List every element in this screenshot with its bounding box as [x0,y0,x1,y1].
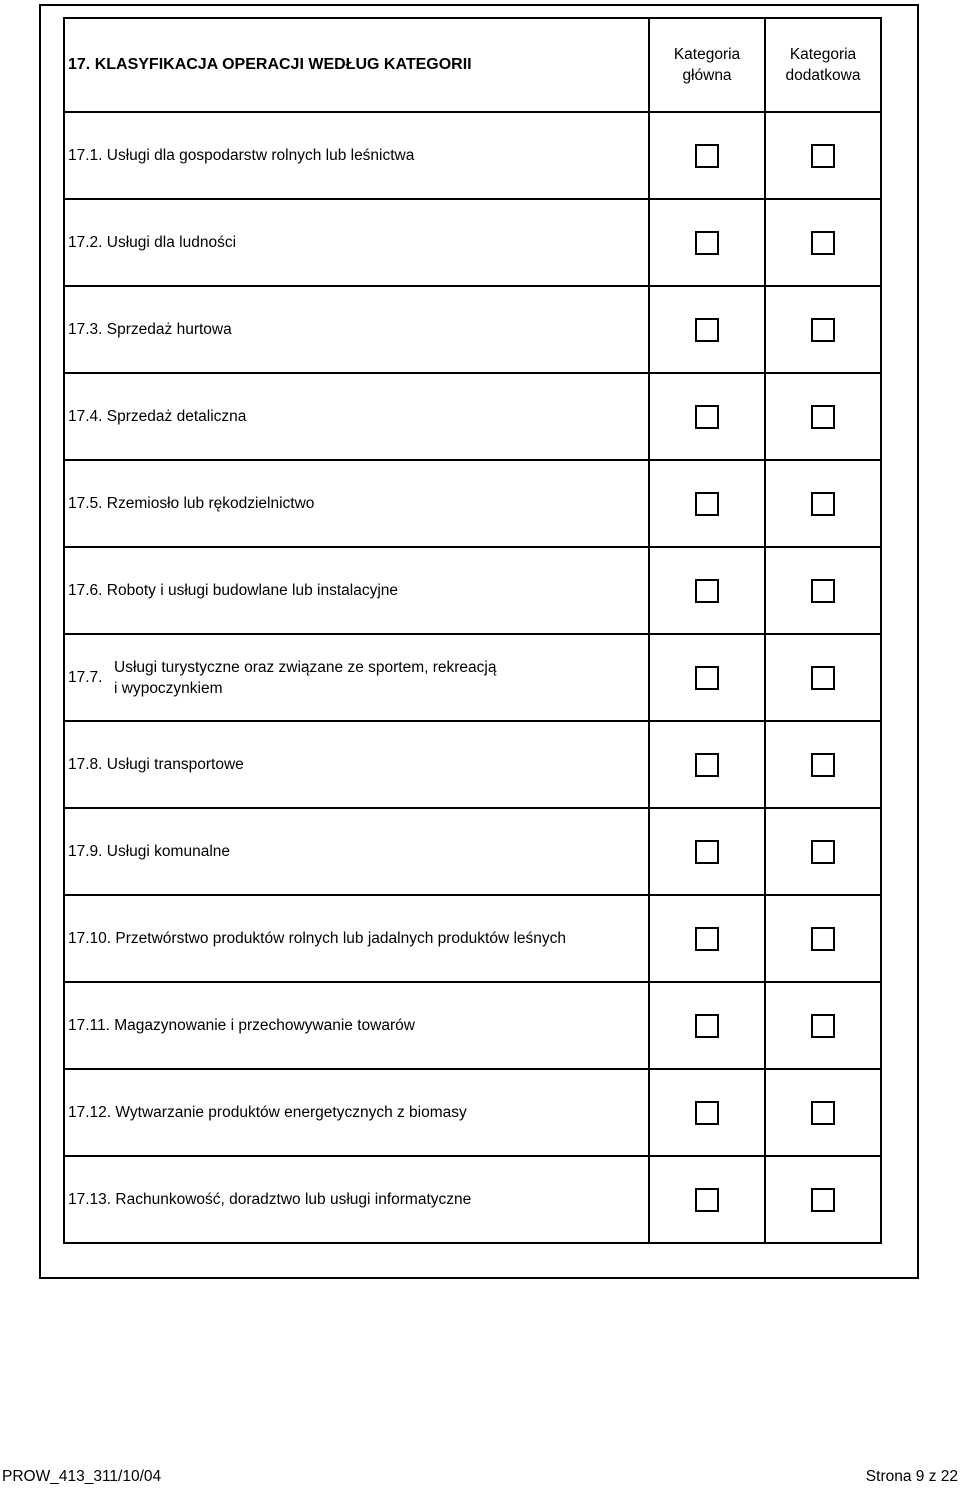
checkbox-main-category[interactable] [695,405,719,429]
checkbox-main-category[interactable] [695,492,719,516]
table-row [64,808,881,895]
col-header-extra-line2: dodatkowa [785,67,861,84]
table-row [64,199,881,286]
row-label-cell [64,460,649,547]
table-row [64,634,881,721]
row-label-cell [64,112,649,199]
col-header-extra-line1: Kategoria [789,46,857,63]
table-row [64,460,881,547]
row-label-cell [64,634,649,721]
col-header-main-line2: główna [682,67,732,84]
checkbox-extra-category[interactable] [811,318,835,342]
table-row [64,895,881,982]
checkbox-main-category[interactable] [695,1188,719,1212]
checkbox-cell-main [649,112,765,199]
row-number: 17.12. [68,1103,112,1121]
row-text: Usługi dla gospodarstw rolnych lub leśnictwa [106,146,415,164]
checkbox-extra-category[interactable] [811,927,835,951]
row-number: 17.2. [68,233,103,251]
table-row [64,112,881,199]
checkbox-cell-extra [765,460,881,547]
checkbox-cell-extra [765,721,881,808]
row-label [65,930,648,948]
page-number: Strona 9 z 22 [865,1468,958,1485]
checkbox-cell-main [649,373,765,460]
row-label [65,1191,648,1209]
checkbox-cell-main [649,982,765,1069]
table-row [64,547,881,634]
checkbox-main-category[interactable] [695,231,719,255]
row-text-line: i wypoczynkiem [114,679,223,697]
checkbox-cell-main [649,895,765,982]
checkbox-main-category[interactable] [695,840,719,864]
row-text: Wytwarzanie produktów energetycznych z biomasy [115,1103,467,1121]
checkbox-cell-extra [765,373,881,460]
row-text: Usługi transportowe [106,755,244,773]
row-label [65,147,648,165]
checkbox-main-category[interactable] [695,1014,719,1038]
table-row [64,373,881,460]
checkbox-cell-extra [765,808,881,895]
row-label [65,756,648,774]
checkbox-cell-extra [765,1156,881,1243]
table-row [64,1156,881,1243]
checkbox-extra-category[interactable] [811,1101,835,1125]
row-text: Usługi komunalne [106,842,231,860]
section-title: 17. KLASYFIKACJA OPERACJI WEDŁUG KATEGORII [64,18,649,112]
checkbox-cell-main [649,547,765,634]
table-row [64,721,881,808]
classification-table [63,17,882,1244]
row-label-cell [64,547,649,634]
checkbox-main-category[interactable] [695,927,719,951]
row-label [65,495,648,513]
row-text: Usługi dla ludności [106,233,237,251]
checkbox-extra-category[interactable] [811,492,835,516]
checkbox-cell-extra [765,199,881,286]
row-text: Magazynowanie i przechowywanie towarów [114,1016,415,1034]
row-label [65,321,648,339]
checkbox-cell-main [649,808,765,895]
checkbox-cell-extra [765,286,881,373]
row-number: 17.4. [68,407,103,425]
table-header-row [64,18,881,112]
checkbox-cell-extra [765,982,881,1069]
row-text: Roboty i usługi budowlane lub instalacyjne [106,581,399,599]
row-text: Rachunkowość, doradztwo lub usługi informatyczne [115,1190,472,1208]
checkbox-cell-main [649,199,765,286]
table-row [64,286,881,373]
checkbox-main-category[interactable] [695,318,719,342]
checkbox-extra-category[interactable] [811,405,835,429]
table-row [64,982,881,1069]
col-header-main [649,18,765,112]
row-number: 17.6. [68,581,103,599]
row-number: 17.7. [68,668,103,686]
checkbox-main-category[interactable] [695,579,719,603]
row-number: 17.8. [68,755,103,773]
row-label [65,582,648,600]
row-text-line: Usługi turystyczne oraz związane ze sportem, rekreacją [114,658,497,676]
row-number: 17.1. [68,146,103,164]
row-label [65,234,648,252]
checkbox-cell-extra [765,112,881,199]
checkbox-extra-category[interactable] [811,1188,835,1212]
checkbox-main-category[interactable] [695,144,719,168]
row-text: Sprzedaż hurtowa [106,320,232,338]
row-number: 17.9. [68,842,103,860]
checkbox-main-category[interactable] [695,753,719,777]
checkbox-cell-main [649,1069,765,1156]
row-number: 17.11. [68,1016,110,1034]
row-label-cell [64,1156,649,1243]
checkbox-cell-main [649,1156,765,1243]
document-code: PROW_413_311/10/04 [2,1468,162,1485]
checkbox-cell-extra [765,1069,881,1156]
checkbox-cell-main [649,286,765,373]
checkbox-extra-category[interactable] [811,1014,835,1038]
row-label-cell [64,982,649,1069]
checkbox-extra-category[interactable] [811,579,835,603]
row-text [114,657,496,699]
row-label-cell [64,373,649,460]
row-number: 17.5. [68,494,103,512]
row-number: 17.3. [68,320,103,338]
row-text: Przetwórstwo produktów rolnych lub jadalnych produktów leśnych [115,929,567,947]
checkbox-extra-category[interactable] [811,840,835,864]
table-row [64,1069,881,1156]
row-label-cell [64,199,649,286]
row-label [65,1104,648,1122]
row-label [65,843,648,861]
checkbox-extra-category[interactable] [811,144,835,168]
row-label-cell [64,1069,649,1156]
row-label-cell [64,286,649,373]
checkbox-extra-category[interactable] [811,231,835,255]
col-header-main-line1: Kategoria [673,46,741,63]
checkbox-cell-main [649,721,765,808]
checkbox-cell-main [649,460,765,547]
row-label-cell [64,808,649,895]
checkbox-extra-category[interactable] [811,666,835,690]
row-number: 17.10. [68,929,112,947]
row-text: Sprzedaż detaliczna [106,407,247,425]
row-text: Rzemiosło lub rękodzielnictwo [106,494,315,512]
row-label-cell [64,895,649,982]
col-header-extra [765,18,881,112]
row-number: 17.13. [68,1190,112,1208]
row-label [65,408,648,426]
checkbox-main-category[interactable] [695,666,719,690]
checkbox-extra-category[interactable] [811,753,835,777]
checkbox-cell-extra [765,547,881,634]
row-label-cell [64,721,649,808]
row-label [65,1017,648,1035]
checkbox-cell-main [649,634,765,721]
row-label [65,635,648,720]
checkbox-cell-extra [765,634,881,721]
checkbox-cell-extra [765,895,881,982]
checkbox-main-category[interactable] [695,1101,719,1125]
